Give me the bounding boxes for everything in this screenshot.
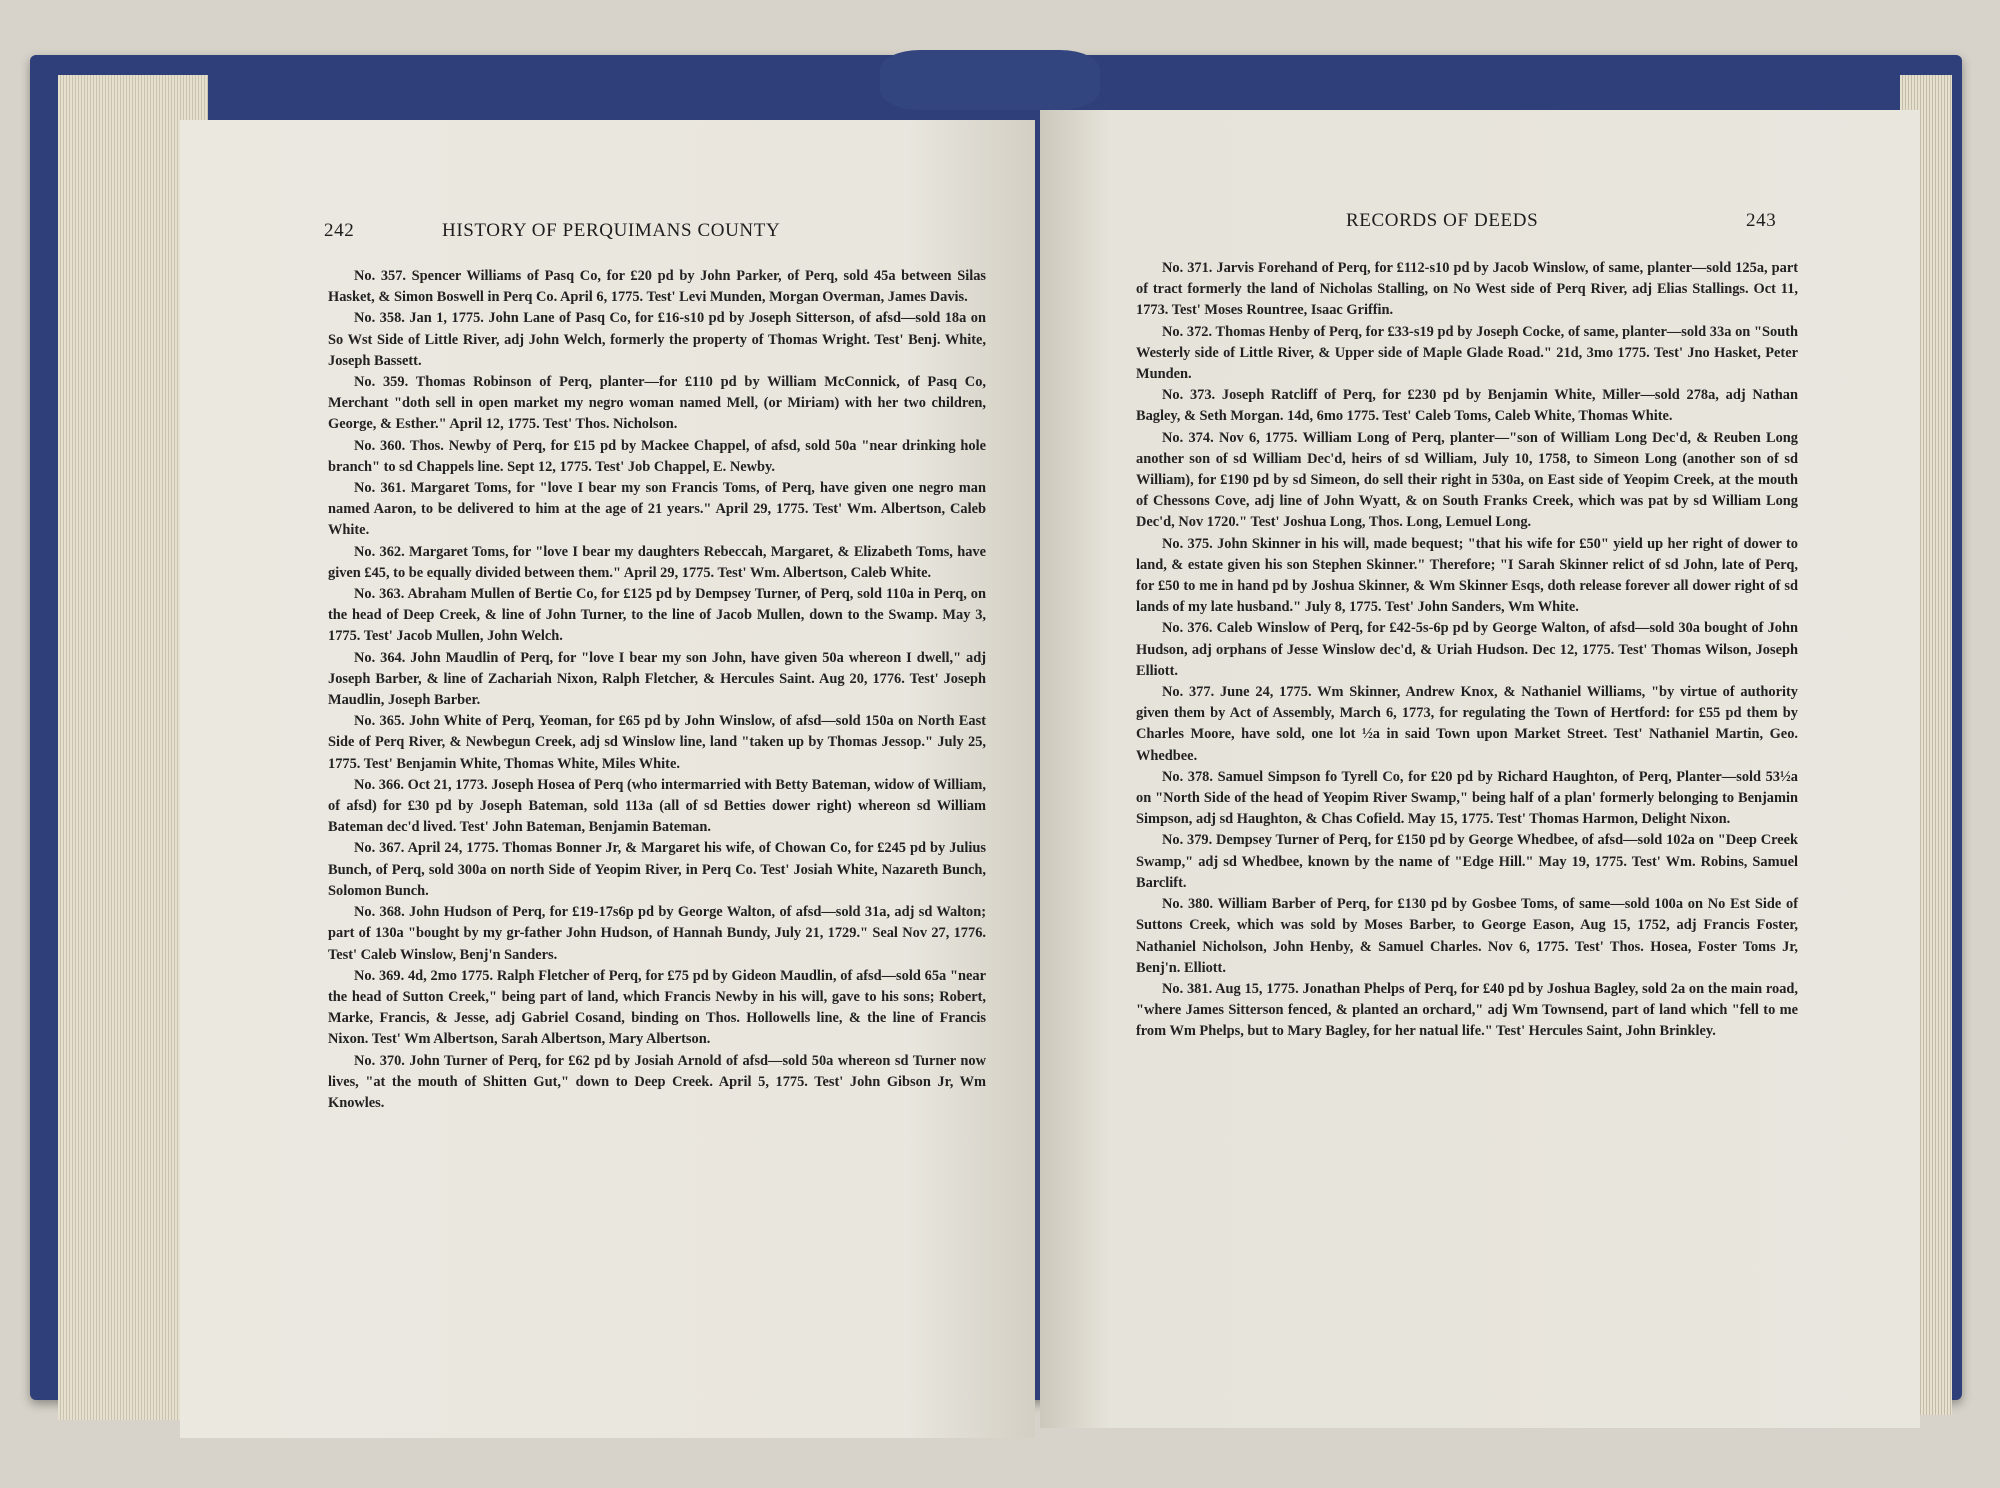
deed-entry: No. 370. John Turner of Perq, for £62 pd by Josiah Arnold of afsd—sold 50a whereon sd Turner now lives, "at the mouth of Shitten Gut," down to Deep Creek. April 5, 1775. Test' John Gibson Jr, Wm Knowles. (328, 1052, 986, 1111)
deed-entry: No. 367. April 24, 1775. Thomas Bonner Jr, & Margaret his wife, of Chowan Co, for £245 pd by Julius Bunch, of Perq, sold 300a on north Side of Yeopim River, in Perq Co. Test' Josiah White, Nazareth Bunch, Solomon Bunch. (328, 840, 986, 899)
deed-entry: No. 361. Margaret Toms, for "love I bear my son Francis Toms, of Perq, have given one negro man named Aaron, to be delivered to him at the age of 21 years." April 29, 1775. Test' Wm. Albertson, Caleb White. (328, 480, 986, 539)
deed-entry: No. 372. Thomas Henby of Perq, for £33-s19 pd by Joseph Cocke, of same, planter—sold 33a on "South Westerly side of Little River, & Upper side of Maple Glade Road." 21d, 3mo 1775. Test' Jno Hasket, Peter Munden. (1136, 323, 1798, 383)
deed-entry: No. 364. John Maudlin of Perq, for "love I bear my son John, have given 50a whereon I dwell," adj Joseph Barber, & line of Zachariah Nixon, Ralph Fletcher, & Hercules Saint. Aug 20, 1776. Test' Joseph Maudlin, Joseph Barber. (328, 649, 986, 709)
right-page-number: 243 (1746, 210, 1777, 231)
deed-entry: No. 365. John White of Perq, Yeoman, for £65 pd by John Winslow, of afsd—sold 150a on North East Side of Perq River, & Newbegun Creek, adj sd Winslow line, land "taken up by Thomas Jessop." July 25, 1775. Test' Benjamin White, Thomas White, Miles White. (328, 713, 986, 772)
left-page-number: 242 (324, 220, 355, 241)
left-page-body (328, 266, 986, 1114)
deed-entry: No. 368. John Hudson of Perq, for £19-17s6p pd by George Walton, of afsd—sold 31a, adj sd Walton; part of 130a "bought by my gr-father John Hudson, of Hannah Bundy, July 21, 1729." Seal Nov 27, 1776. Test' Caleb Winslow, Benj'n Sanders. (328, 904, 986, 963)
deed-entry: No. 373. Joseph Ratcliff of Perq, for £230 pd by Benjamin White, Miller—sold 278a, adj Nathan Bagley, & Seth Morgan. 14d, 6mo 1775. Test' Caleb Toms, Caleb White, Thomas White. (1136, 387, 1798, 425)
deed-entry: No. 369. 4d, 2mo 1775. Ralph Fletcher of Perq, for £75 pd by Gideon Maudlin, of afsd—sold 65a "near the head of Sutton Creek," being part of land, which Francis Newby in his will, gave to his sons; Robert, Marke, Francis, & Jesse, adj Gabriel Cosand, binding on Thos. Hollowells line, & the line of Francis Nixon. Test' Wm Albertson, Sarah Albertson, Mary Albertson. (328, 967, 986, 1048)
deed-entry: No. 374. Nov 6, 1775. William Long of Perq, planter—"son of William Long Dec'd, & Reuben Long another son of sd William Dec'd, heirs of sd William, July 10, 1758, to Simeon Long (another son of sd William), for £190 pd by sd Simeon, do sell their right in 530a, on East side of Yeopim Creek, at the mouth of Chessons Cove, adj line of John Wyatt, & on South Franks Creek, which was pat by sd William Long Dec'd, Nov 1720." Test' Joshua Long, Thos. Long, Lemuel Long. (1136, 429, 1798, 531)
deed-entry: No. 381. Aug 15, 1775. Jonathan Phelps of Perq, for £40 pd by Joshua Bagley, sold 2a on the main road, "where James Sitterson fenced, & planted an orchard," adj Wm Townsend, part of land which "fell to me from Wm Phelps, but to Mary Bagley, for her natual life." Test' Hercules Saint, John Brinkley. (1136, 980, 1798, 1040)
right-running-title: RECORDS OF DEEDS (1346, 210, 1539, 231)
deed-entry: No. 358. Jan 1, 1775. John Lane of Pasq Co, for £16-s10 pd by Joseph Sitterson, of afsd—sold 18a on So Wst Side of Little River, adj John Welch, formerly the property of Thomas Wright. Test' Benj. White, Joseph Bassett. (328, 310, 986, 369)
left-page (180, 120, 1035, 1438)
right-page-body (1136, 258, 1798, 1043)
deed-entry: No. 378. Samuel Simpson fo Tyrell Co, for £20 pd by Richard Haughton, of Perq, Planter—sold 53½a on "North Side of the head of Yeopim River Swamp," being half of a plan' formerly belonging to Benjamin Simpson, adj sd Haughton, & Chas Cofield. May 15, 1775. Test' Thomas Harmon, Delight Nixon. (1136, 768, 1798, 828)
deed-entry: No. 376. Caleb Winslow of Perq, for £42-5s-6p pd by George Walton, of afsd—sold 30a bought of John Hudson, adj orphans of Jesse Winslow dec'd, & Uriah Hudson. Dec 12, 1775. Test' Thomas Wilson, Joseph Elliott. (1136, 620, 1798, 679)
deed-entry: No. 366. Oct 21, 1773. Joseph Hosea of Perq (who intermarried with Betty Bateman, widow of William, of afsd) for £30 pd by Joseph Bateman, sold 113a (all of sd Betties dower right) whereon sd William Bateman dec'd lived. Test' John Bateman, Benjamin Bateman. (328, 776, 986, 836)
deed-entry: No. 375. John Skinner in his will, made bequest; "that his wife for £50" yield up her right of dower to land, & estate given his son Stephen Skinner." Therefore; "I Sarah Skinner relict of sd John, late of Perq, for £50 to me in hand pd by Joshua Skinner, & Wm Skinner Esqs, doth release forever all dower right of sd lands of my late husband." July 8, 1775. Test' John Sanders, Wm White. (1136, 535, 1798, 616)
deed-entry: No. 377. June 24, 1775. Wm Skinner, Andrew Knox, & Nathaniel Williams, "by virtue of authority given them by Act of Assembly, March 6, 1773, for regulating the Town of Hertford: for £55 pd them by Charles Moore, have sold, one lot ½a in said Town upon Market Street. Test' Nathaniel Martin, Geo. Whedbee. (1136, 684, 1798, 764)
spine (880, 50, 1100, 110)
deed-entry: No. 380. William Barber of Perq, for £130 pd by Gosbee Toms, of same—sold 100a on No Est Side of Suttons Creek, which was sold by Moses Barber, to George Eason, Aug 15, 1752, adj Francis Foster, Nathaniel Nicholson, John Henby, & Samuel Charles. Nov 6, 1775. Test' Thos. Hosea, Foster Toms Jr, Benj'n. Elliott. (1136, 896, 1798, 976)
deed-entry: No. 360. Thos. Newby of Perq, for £15 pd by Mackee Chappel, of afsd, sold 50a "near drinking hole branch" to sd Chappels line. Sept 12, 1775. Test' Job Chappel, E. Newby. (328, 437, 986, 475)
deed-entry: No. 371. Jarvis Forehand of Perq, for £112-s10 pd by Jacob Winslow, of same, planter—sold 125a, part of tract formerly the land of Nicholas Stalling, on No West side of Perq River, adj Elias Stallings. Oct 11, 1773. Test' Moses Rountree, Isaac Griffin. (1136, 260, 1798, 319)
deed-entry: No. 363. Abraham Mullen of Bertie Co, for £125 pd by Dempsey Turner, of Perq, sold 110a in Perq, on the head of Deep Creek, & line of John Turner, to the line of Jacob Mullen, down to the Swamp. May 3, 1775. Test' Jacob Mullen, John Welch. (328, 586, 986, 645)
right-page (1040, 110, 1920, 1428)
deed-entry: No. 362. Margaret Toms, for "love I bear my daughters Rebeccah, Margaret, & Elizabeth Toms, have given £45, to be equally divided between them." April 29, 1775. Test' Wm. Albertson, Caleb White. (328, 543, 986, 581)
deed-entry: No. 357. Spencer Williams of Pasq Co, for £20 pd by John Parker, of Perq, sold 45a between Silas Hasket, & Simon Boswell in Perq Co. April 6, 1775. Test' Levi Munden, Morgan Overman, James Davis. (328, 268, 986, 306)
deed-entry: No. 379. Dempsey Turner of Perq, for £150 pd by George Whedbee, of afsd—sold 102a on "Deep Creek Swamp," adj sd Whedbee, known by the name of "Edge Hill." May 19, 1775. Test' Wm. Robins, Samuel Barclift. (1136, 832, 1798, 891)
left-running-title: HISTORY OF PERQUIMANS COUNTY (442, 220, 781, 241)
deed-entry: No. 359. Thomas Robinson of Perq, planter—for £110 pd by William McConnick, of Pasq Co, Merchant "doth sell in open market my negro woman named Mell, (or Miriam) with her two children, George, & Esther." April 12, 1775. Test' Thos. Nicholson. (328, 374, 986, 433)
